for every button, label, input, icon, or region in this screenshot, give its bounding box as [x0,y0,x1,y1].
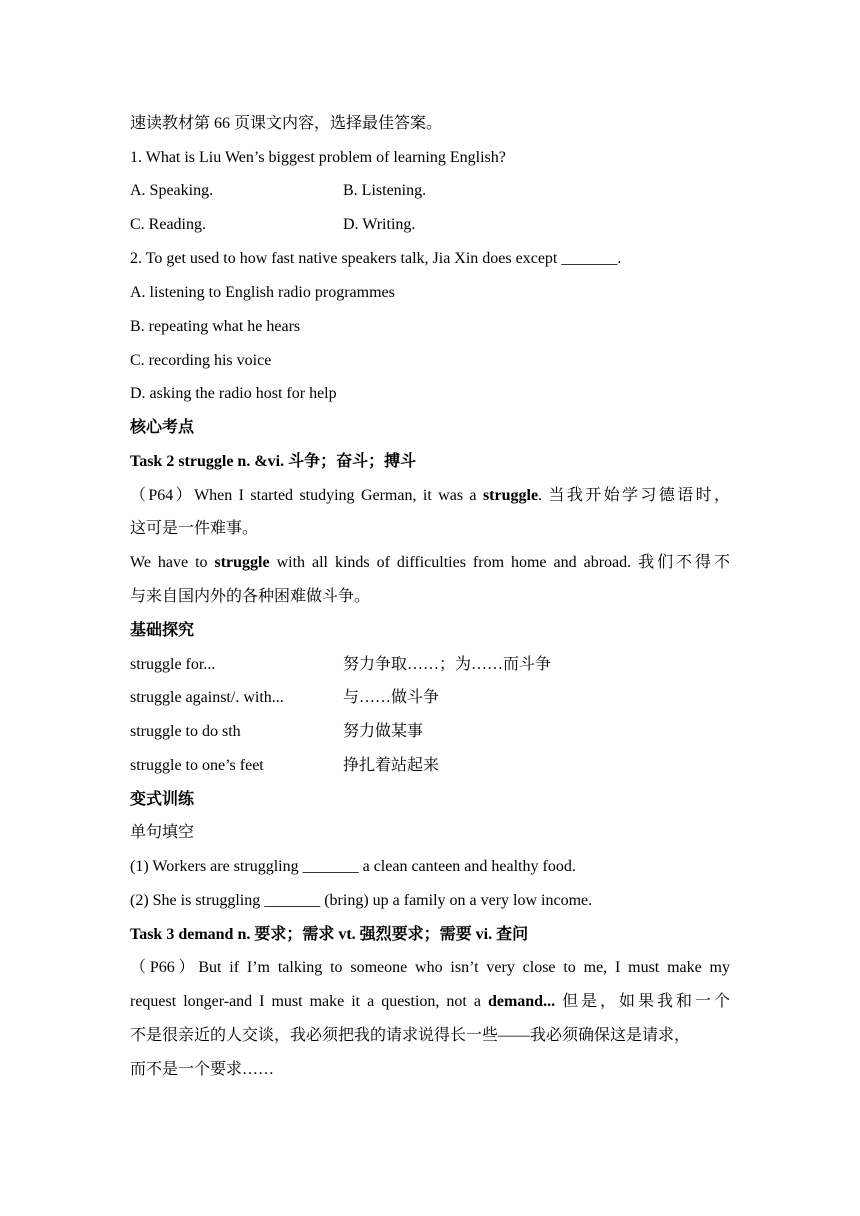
task-2-title: Task 2 struggle n. &vi. 斗争；奋斗；搏斗 [130,453,417,470]
task-3-example-line-3: 不是很亲近的人交谈，我必须把我的请求说得长一些——我必须确保这是请求， [130,1027,691,1044]
task-2-example-2-continued: 与来自国内外的各种困难做斗争。 [130,588,371,605]
task-2-example-1 [130,486,730,506]
q1-option-a: A. Speaking. [130,182,214,199]
keyword-struggle: struggle [482,487,539,504]
q2-option-d: D. asking the radio host for help [130,385,337,402]
task-3-example-line-4: 而不是一个要求…… [130,1061,275,1078]
practice-heading: 变式训练 [130,791,195,808]
example-translation: . 当我开始学习德语时， [538,487,730,504]
example-translation: 但是，如果我和一个 [555,993,730,1010]
phrase-en: struggle against/. with... [130,689,284,706]
keyword-demand: demand... [487,993,556,1010]
question-1-stem: 1. What is Liu Wen’s biggest problem of learning English? [130,149,506,166]
phrase-zh: 与……做斗争 [343,689,440,706]
q2-option-c: C. recording his voice [130,352,272,369]
q2-option-b: B. repeating what he hears [130,318,301,335]
task-2-example-1-continued: 这可是一件难事。 [130,520,259,537]
phrase-zh: 努力争取……；为……而斗争 [343,656,552,673]
basic-exploration-heading: 基础探究 [130,622,195,639]
q1-option-d: D. Writing. [343,216,416,233]
example-text: （P64）When I started studying German, it was a [130,487,483,504]
example-text: request longer-and I must make it a question, not a [130,993,488,1010]
q1-option-b: B. Listening. [343,182,427,199]
question-2-stem: 2. To get used to how fast native speakers talk, Jia Xin does except _______. [130,250,622,267]
example-translation: with all kinds of difficulties from home and abroad. 我们不得不 [269,554,730,571]
phrase-en: struggle for... [130,656,216,673]
task-3-title: Task 3 demand n. 要求；需求 vt. 强烈要求；需要 vi. 查问 [130,926,529,943]
phrase-zh: 努力做某事 [343,723,424,740]
keyword-struggle: struggle [214,554,270,571]
core-points-heading: 核心考点 [130,419,195,436]
phrase-en: struggle to do sth [130,723,241,740]
q2-option-a: A. listening to English radio programmes [130,284,395,301]
example-text: We have to [130,554,215,571]
fill-in-heading: 单句填空 [130,824,195,841]
phrase-en: struggle to one’s feet [130,757,264,774]
task-3-example-line-1: （P66）But if I’m talking to someone who isn’t very close to me, I must make my [130,959,730,976]
phrase-zh: 挣扎着站起来 [343,757,440,774]
fill-in-sentence-2: (2) She is struggling _______ (bring) up a family on a very low income. [130,892,593,909]
task-3-example-line-2 [130,992,730,1012]
q1-option-c: C. Reading. [130,216,206,233]
fill-in-sentence-1: (1) Workers are struggling _______ a clean canteen and healthy food. [130,858,576,875]
task-2-example-2 [130,553,730,573]
intro-instruction: 速读教材第 66 页课文内容，选择最佳答案。 [130,115,443,132]
